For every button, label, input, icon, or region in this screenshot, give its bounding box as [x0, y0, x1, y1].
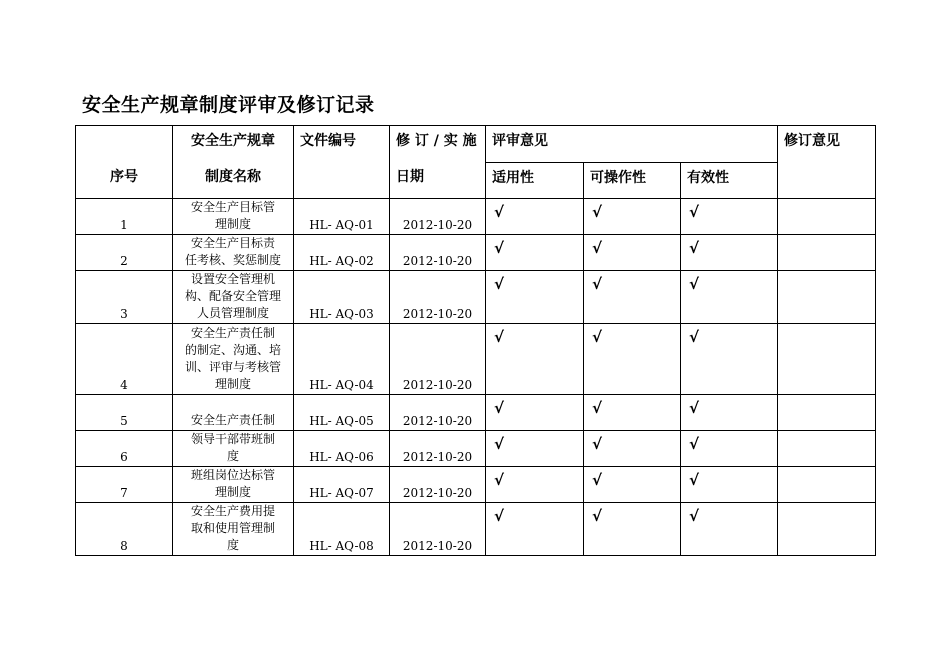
- review-record-table: [75, 125, 876, 556]
- table-row: [76, 235, 876, 271]
- table-row: [76, 324, 876, 395]
- row-revision: [778, 235, 876, 271]
- table-row: [76, 467, 876, 503]
- row-name-line: 班组岗位达标管: [190, 468, 275, 482]
- row-applicability-check: √: [486, 395, 584, 431]
- header-name-line1: 安全生产规章: [191, 133, 275, 149]
- header-seq: 序号: [76, 126, 173, 199]
- row-effectiveness-check: √: [681, 271, 778, 324]
- header-name-line2: 制度名称: [205, 169, 261, 185]
- row-seq: 2: [76, 235, 173, 271]
- header-date-line1: 修 订 / 实 施: [396, 133, 477, 149]
- row-effectiveness-check: √: [681, 235, 778, 271]
- table-row: [76, 503, 876, 556]
- row-seq: 4: [76, 324, 173, 395]
- row-name: [173, 271, 294, 324]
- row-effectiveness-check: √: [681, 503, 778, 556]
- row-seq: 8: [76, 503, 173, 556]
- row-name-line: 安全生产目标管: [190, 200, 275, 214]
- row-applicability-check: √: [486, 199, 584, 235]
- row-effectiveness-check: √: [681, 199, 778, 235]
- row-code: HL- AQ-07: [294, 467, 390, 503]
- row-revision: [778, 467, 876, 503]
- row-revision: [778, 395, 876, 431]
- row-revision: [778, 199, 876, 235]
- row-applicability-check: √: [486, 235, 584, 271]
- row-name-line: 理制度: [214, 485, 251, 499]
- row-name-line: 取和使用管理制: [190, 521, 275, 535]
- row-name-line: 度: [226, 449, 239, 463]
- row-name: [173, 503, 294, 556]
- row-date: 2012-10-20: [390, 199, 486, 235]
- row-name-line: 理制度: [214, 377, 251, 391]
- row-name-line: 任考核、奖惩制度: [184, 253, 281, 267]
- row-name-line: 的制定、沟通、培: [184, 343, 281, 357]
- row-operability-check: √: [584, 199, 681, 235]
- row-date: 2012-10-20: [390, 235, 486, 271]
- row-operability-check: √: [584, 395, 681, 431]
- row-name: [173, 431, 294, 467]
- row-name-line: 理制度: [214, 217, 251, 231]
- row-code: HL- AQ-03: [294, 271, 390, 324]
- table-row: [76, 199, 876, 235]
- row-seq: 1: [76, 199, 173, 235]
- table-row: [76, 271, 876, 324]
- row-applicability-check: √: [486, 271, 584, 324]
- row-operability-check: √: [584, 431, 681, 467]
- row-name: [173, 235, 294, 271]
- row-name: [173, 199, 294, 235]
- row-effectiveness-check: √: [681, 324, 778, 395]
- row-operability-check: √: [584, 235, 681, 271]
- row-name-line: 设置安全管理机: [190, 272, 275, 286]
- header-code: 文件编号: [294, 126, 390, 199]
- row-effectiveness-check: √: [681, 467, 778, 503]
- row-seq: 6: [76, 431, 173, 467]
- header-review: 评审意见: [486, 126, 778, 163]
- row-revision: [778, 431, 876, 467]
- row-date: 2012-10-20: [390, 431, 486, 467]
- row-applicability-check: √: [486, 467, 584, 503]
- header-row-1: [76, 126, 876, 163]
- row-effectiveness-check: √: [681, 431, 778, 467]
- row-date: 2012-10-20: [390, 467, 486, 503]
- row-code: HL- AQ-06: [294, 431, 390, 467]
- row-code: HL- AQ-04: [294, 324, 390, 395]
- row-revision: [778, 503, 876, 556]
- header-name: [173, 126, 294, 199]
- header-revision: 修订意见: [778, 126, 876, 199]
- row-applicability-check: √: [486, 431, 584, 467]
- table-row: [76, 395, 876, 431]
- row-date: 2012-10-20: [390, 395, 486, 431]
- row-date: 2012-10-20: [390, 271, 486, 324]
- row-code: HL- AQ-08: [294, 503, 390, 556]
- row-date: 2012-10-20: [390, 324, 486, 395]
- document-title: 安全生产规章制度评审及修订记录: [82, 94, 375, 116]
- header-effectiveness: 有效性: [681, 162, 778, 199]
- row-effectiveness-check: √: [681, 395, 778, 431]
- row-name-line: 人员管理制度: [196, 306, 269, 320]
- row-revision: [778, 271, 876, 324]
- row-code: HL- AQ-01: [294, 199, 390, 235]
- row-name: [173, 395, 294, 431]
- row-date: 2012-10-20: [390, 503, 486, 556]
- row-name: [173, 467, 294, 503]
- header-applicability: 适用性: [486, 162, 584, 199]
- row-name-line: 度: [226, 538, 239, 552]
- row-seq: 7: [76, 467, 173, 503]
- row-seq: 5: [76, 395, 173, 431]
- row-operability-check: √: [584, 503, 681, 556]
- row-revision: [778, 324, 876, 395]
- row-applicability-check: √: [486, 503, 584, 556]
- row-seq: 3: [76, 271, 173, 324]
- row-name-line: 训、评审与考核管: [184, 360, 281, 374]
- row-operability-check: √: [584, 271, 681, 324]
- row-name-line: 安全生产费用提: [190, 504, 275, 518]
- row-name-line: 安全生产责任制: [190, 413, 275, 427]
- row-name-line: 安全生产责任制: [190, 326, 275, 340]
- row-name-line: 构、配备安全管理: [184, 289, 281, 303]
- row-applicability-check: √: [486, 324, 584, 395]
- row-code: HL- AQ-05: [294, 395, 390, 431]
- row-name: [173, 324, 294, 395]
- table-row: [76, 431, 876, 467]
- header-operability: 可操作性: [584, 162, 681, 199]
- row-operability-check: √: [584, 467, 681, 503]
- row-name-line: 领导干部带班制: [190, 432, 275, 446]
- header-date: [390, 126, 486, 199]
- row-code: HL- AQ-02: [294, 235, 390, 271]
- row-name-line: 安全生产目标责: [190, 236, 275, 250]
- header-date-line2: 日期: [396, 169, 424, 185]
- row-operability-check: √: [584, 324, 681, 395]
